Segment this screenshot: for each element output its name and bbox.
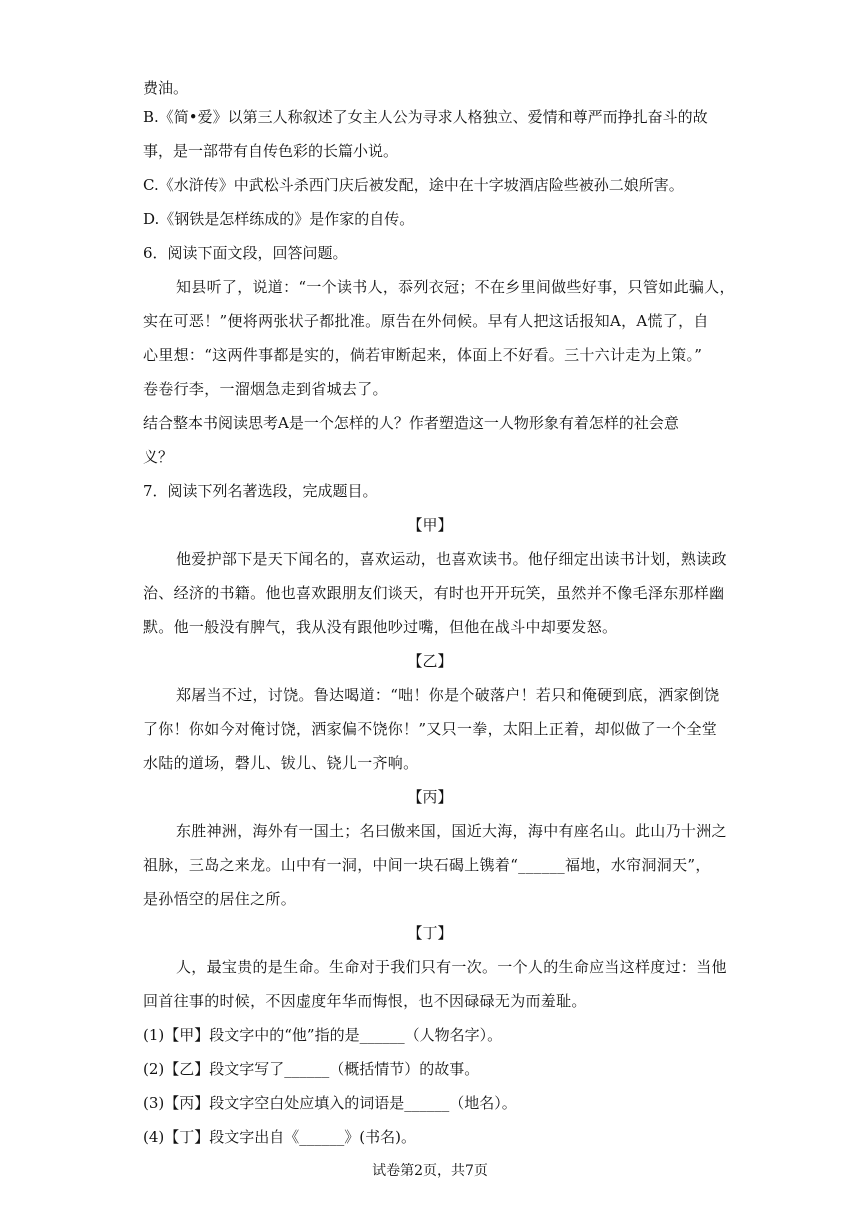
sub-question-2: (2)【乙】段文字写了______（概括情节）的故事。 bbox=[143, 1060, 480, 1078]
question-7-stem: 7．阅读下列名著选段，完成题目。 bbox=[143, 482, 378, 500]
passage-6-line: 知县听了，说道：“一个读书人，忝列衣冠；不在乡里间做些好事，只管如此骗人， bbox=[176, 278, 735, 296]
passage-ding-line: 回首往事的时候，不因虚度年华而悔恨，也不因碌碌无为而羞耻。 bbox=[143, 992, 587, 1010]
sub-question-3: (3)【丙】段文字空白处应填入的词语是______（地名）。 bbox=[143, 1094, 517, 1112]
page-footer: 试卷第2页，共7页 bbox=[372, 1163, 488, 1179]
passage-yi-line: 了你！你如今对俺讨饶，洒家偏不饶你！”又只一拳，太阳上正着，却似做了一个全堂 bbox=[143, 720, 718, 738]
passage-ding-line: 人，最宝贵的是生命。生命对于我们只有一次。一个人的生命应当这样度过：当他 bbox=[176, 958, 727, 976]
passage-jia-line: 他爱护部下是天下闻名的，喜欢运动，也喜欢读书。他仔细定出读书计划，熟读政 bbox=[176, 550, 727, 568]
section-heading-ding: 【丁】 bbox=[407, 924, 453, 942]
option-d: D.《钢铁是怎样练成的》是作家的自传。 bbox=[143, 210, 415, 228]
passage-bing-line: 是孙悟空的居住之所。 bbox=[143, 890, 297, 908]
passage-bing-line: 东胜神洲，海外有一国土；名曰傲来国，国近大海，海中有座名山。此山乃十洲之 bbox=[176, 822, 727, 840]
question-6-prompt: 义？ bbox=[143, 448, 174, 466]
option-b-line-1: B.《简•爱》以第三人称叙述了女主人公为寻求人格独立、爱情和尊严而挣扎奋斗的故 bbox=[143, 108, 708, 126]
sub-question-1: (1)【甲】段文字中的“他”指的是______（人物名字）。 bbox=[143, 1026, 503, 1044]
text-line: 费油。 bbox=[143, 79, 189, 97]
passage-jia-line: 治、经济的书籍。他也喜欢跟朋友们谈天，有时也开开玩笑，虽然并不像毛泽东那样幽 bbox=[143, 584, 725, 602]
passage-bing-line: 祖脉，三岛之来龙。山中有一洞，中间一块石碣上镌着“______福地，水帘洞洞天”， bbox=[143, 856, 711, 874]
passage-jia-line: 默。他一般没有脾气，我从没有跟他吵过嘴，但他在战斗中却要发怒。 bbox=[143, 618, 618, 636]
option-b-line-2: 事，是一部带有自传色彩的长篇小说。 bbox=[143, 142, 399, 160]
passage-6-line: 心里想：“这两件事都是实的，倘若审断起来，体面上不好看。三十六计走为上策。” bbox=[143, 346, 703, 364]
passage-6-line: 卷卷行李，一溜烟急走到省城去了。 bbox=[143, 380, 388, 398]
passage-6-line: 实在可恶！”便将两张状子都批准。原告在外伺候。早有人把这话报知A，A慌了，自 bbox=[143, 312, 709, 330]
section-heading-yi: 【乙】 bbox=[407, 652, 453, 670]
passage-yi-line: 郑屠当不过，讨饶。鲁达喝道：“咄！你是个破落户！若只和俺硬到底，洒家倒饶 bbox=[176, 686, 720, 704]
question-6-stem: 6．阅读下面文段，回答问题。 bbox=[143, 244, 348, 262]
sub-question-4: (4)【丁】段文字出自《______》(书名)。 bbox=[143, 1128, 416, 1146]
option-c: C.《水浒传》中武松斗杀西门庆后被发配，途中在十字坡酒店险些被孙二娘所害。 bbox=[143, 176, 684, 194]
passage-yi-line: 水陆的道场，磬儿、钹儿、铙儿一齐响。 bbox=[143, 754, 419, 772]
section-heading-jia: 【甲】 bbox=[407, 516, 453, 534]
question-6-prompt: 结合整本书阅读思考A是一个怎样的人？作者塑造这一人物形象有着怎样的社会意 bbox=[143, 414, 679, 432]
section-heading-bing: 【丙】 bbox=[407, 788, 453, 806]
